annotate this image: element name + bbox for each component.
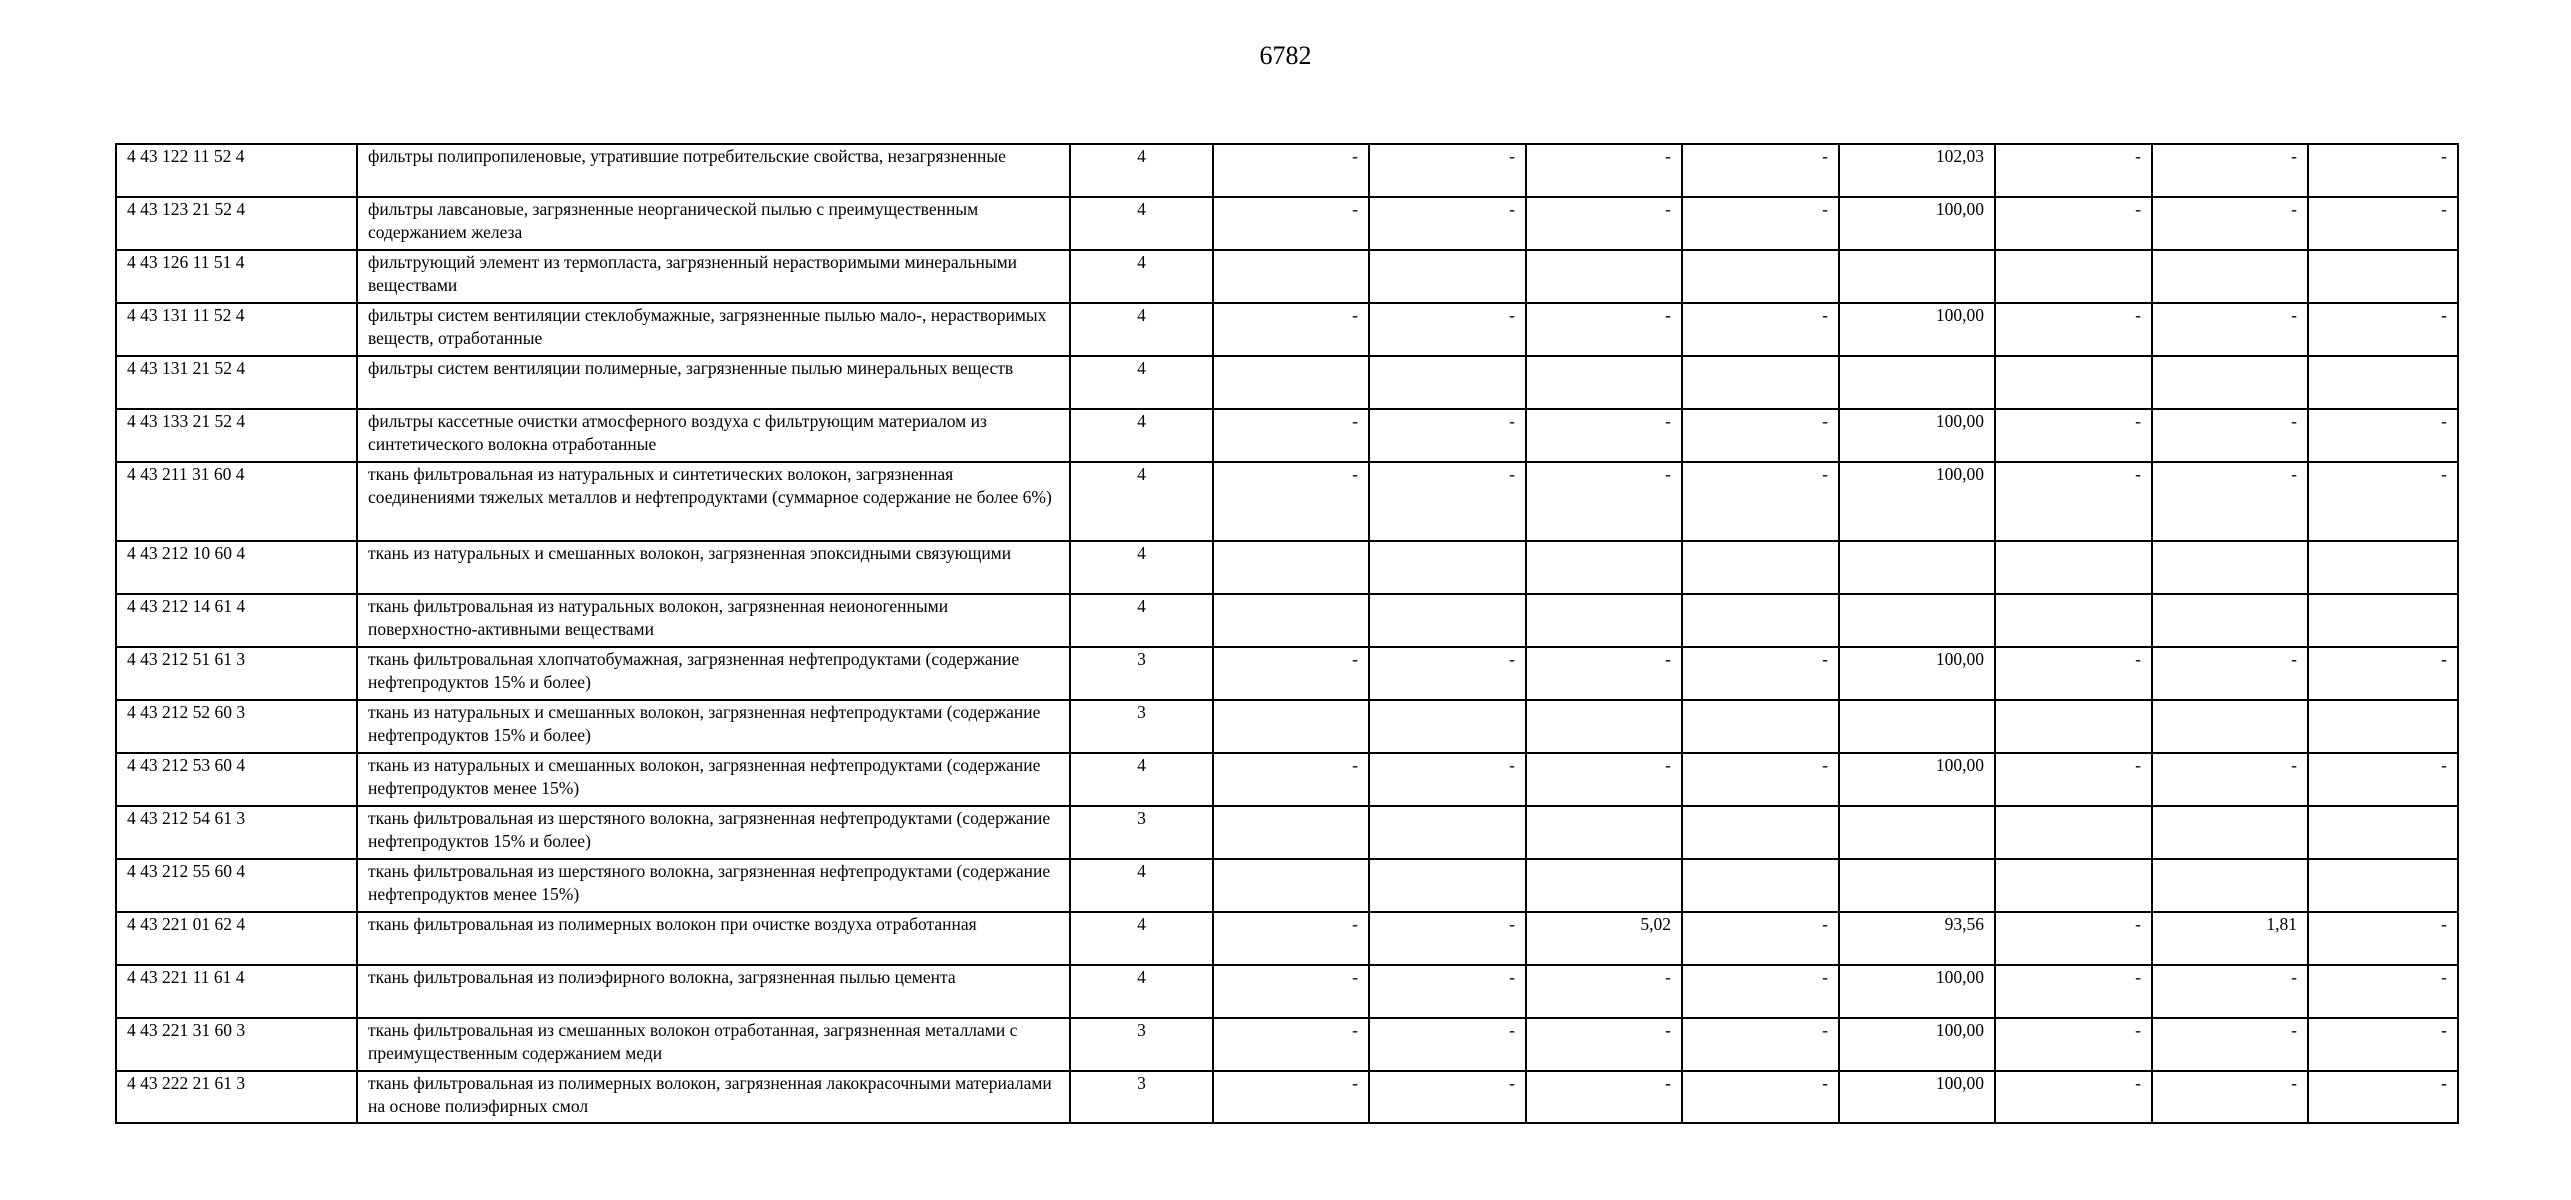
waste-name-cell: фильтры кассетные очистки атмосферного воздуха с фильтрующим материалом из синтетического волокна отработанные [357, 409, 1070, 462]
composition-value-cell: - [2308, 965, 2458, 1018]
composition-value-cell [2308, 356, 2458, 409]
waste-code-cell: 4 43 123 21 52 4 [116, 197, 357, 250]
hazard-class-cell: 4 [1070, 912, 1213, 965]
hazard-class-cell: 4 [1070, 356, 1213, 409]
hazard-class-cell: 4 [1070, 303, 1213, 356]
hazard-class-cell: 4 [1070, 250, 1213, 303]
composition-value-cell: - [1526, 1018, 1682, 1071]
waste-name-cell: ткань фильтровальная из натуральных и синтетических волокон, загрязненная соединениями тяжелых металлов и нефтепродуктами (суммарное содержание не более 6%) [357, 462, 1070, 541]
composition-value-cell: - [1213, 965, 1369, 1018]
composition-value-cell: - [2152, 1018, 2308, 1071]
composition-value-cell: - [1682, 303, 1839, 356]
composition-value-cell [1213, 250, 1369, 303]
composition-value-cell [1213, 594, 1369, 647]
waste-name-cell: ткань фильтровальная из шерстяного волокна, загрязненная нефтепродуктами (содержание нефтепродуктов менее 15%) [357, 859, 1070, 912]
composition-value-cell: - [1213, 753, 1369, 806]
composition-value-cell: - [2308, 303, 2458, 356]
composition-value-cell: - [1682, 1018, 1839, 1071]
composition-value-cell: - [2152, 1071, 2308, 1123]
composition-value-cell [1682, 250, 1839, 303]
composition-value-cell [1526, 806, 1682, 859]
table-row [116, 462, 2458, 541]
composition-value-cell: - [1369, 462, 1526, 541]
composition-value-cell: - [1995, 912, 2152, 965]
waste-code-cell: 4 43 212 14 61 4 [116, 594, 357, 647]
waste-code-cell: 4 43 221 01 62 4 [116, 912, 357, 965]
hazard-class-cell: 4 [1070, 965, 1213, 1018]
composition-value-cell [1995, 859, 2152, 912]
composition-value-cell [1995, 594, 2152, 647]
composition-value-cell [1369, 250, 1526, 303]
composition-value-cell [2152, 700, 2308, 753]
composition-value-cell: - [1369, 303, 1526, 356]
composition-value-cell: - [2308, 144, 2458, 197]
composition-value-cell [1995, 541, 2152, 594]
composition-value-cell [1526, 356, 1682, 409]
composition-value-cell: - [1526, 144, 1682, 197]
waste-name-cell: ткань фильтровальная из натуральных волокон, загрязненная неионогенными поверхностно-активными веществами [357, 594, 1070, 647]
composition-value-cell [1369, 594, 1526, 647]
composition-value-cell [1682, 700, 1839, 753]
composition-value-cell [1682, 859, 1839, 912]
waste-code-cell: 4 43 212 55 60 4 [116, 859, 357, 912]
composition-value-cell: - [1995, 753, 2152, 806]
hazard-class-cell: 4 [1070, 409, 1213, 462]
composition-value-cell: - [1526, 965, 1682, 1018]
hazard-class-cell: 3 [1070, 647, 1213, 700]
composition-value-cell: - [1526, 409, 1682, 462]
composition-value-cell [2152, 859, 2308, 912]
waste-code-cell: 4 43 212 51 61 3 [116, 647, 357, 700]
composition-value-cell [1839, 806, 1995, 859]
composition-value-cell: - [1995, 1071, 2152, 1123]
composition-value-cell: - [2152, 197, 2308, 250]
table-row [116, 594, 2458, 647]
composition-value-cell: - [1526, 462, 1682, 541]
composition-value-cell [1839, 541, 1995, 594]
composition-value-cell [1682, 806, 1839, 859]
waste-name-cell: фильтры систем вентиляции полимерные, загрязненные пылью минеральных веществ [357, 356, 1070, 409]
hazard-class-cell: 3 [1070, 1018, 1213, 1071]
composition-value-cell [1995, 250, 2152, 303]
composition-value-cell: - [1213, 912, 1369, 965]
hazard-class-cell: 4 [1070, 462, 1213, 541]
waste-name-cell: фильтры систем вентиляции стеклобумажные, загрязненные пылью мало-, нерастворимых веществ, отработанные [357, 303, 1070, 356]
composition-value-cell: - [1213, 409, 1369, 462]
composition-value-cell [1995, 356, 2152, 409]
waste-code-cell: 4 43 221 11 61 4 [116, 965, 357, 1018]
composition-value-cell: - [2308, 912, 2458, 965]
table-row [116, 647, 2458, 700]
composition-value-cell: - [1369, 144, 1526, 197]
composition-value-cell [1839, 594, 1995, 647]
composition-value-cell: - [1995, 197, 2152, 250]
waste-name-cell: фильтры лавсановые, загрязненные неорганической пылью с преимущественным содержанием железа [357, 197, 1070, 250]
composition-value-cell: - [1526, 197, 1682, 250]
hazard-class-cell: 4 [1070, 753, 1213, 806]
composition-value-cell [1213, 806, 1369, 859]
composition-value-cell: - [1682, 197, 1839, 250]
composition-value-cell: - [2152, 647, 2308, 700]
table-row [116, 912, 2458, 965]
composition-value-cell: - [1526, 647, 1682, 700]
waste-name-cell: ткань фильтровальная из полимерных волокон при очистке воздуха отработанная [357, 912, 1070, 965]
composition-value-cell: - [1369, 753, 1526, 806]
composition-value-cell: 100,00 [1839, 409, 1995, 462]
composition-value-cell: - [2152, 462, 2308, 541]
composition-value-cell: - [2308, 197, 2458, 250]
waste-code-cell: 4 43 211 31 60 4 [116, 462, 357, 541]
waste-name-cell: фильтры полипропиленовые, утратившие потребительские свойства, незагрязненные [357, 144, 1070, 197]
composition-value-cell: - [1369, 965, 1526, 1018]
composition-value-cell [1995, 700, 2152, 753]
waste-name-cell: ткань из натуральных и смешанных волокон, загрязненная нефтепродуктами (содержание нефтепродуктов 15% и более) [357, 700, 1070, 753]
composition-value-cell: 100,00 [1839, 1071, 1995, 1123]
composition-value-cell [2308, 700, 2458, 753]
composition-value-cell: - [1526, 753, 1682, 806]
composition-value-cell: - [1682, 462, 1839, 541]
composition-value-cell: - [1213, 647, 1369, 700]
hazard-class-cell: 4 [1070, 144, 1213, 197]
waste-code-cell: 4 43 126 11 51 4 [116, 250, 357, 303]
composition-value-cell: - [2308, 409, 2458, 462]
composition-value-cell [1369, 859, 1526, 912]
composition-value-cell [1839, 859, 1995, 912]
composition-value-cell: - [1995, 965, 2152, 1018]
composition-value-cell [1995, 806, 2152, 859]
composition-value-cell: - [1213, 462, 1369, 541]
table-body [116, 144, 2458, 1123]
composition-value-cell: - [2308, 753, 2458, 806]
waste-code-cell: 4 43 131 11 52 4 [116, 303, 357, 356]
waste-code-cell: 4 43 131 21 52 4 [116, 356, 357, 409]
composition-value-cell: - [1213, 303, 1369, 356]
composition-value-cell [1526, 541, 1682, 594]
composition-value-cell [1682, 356, 1839, 409]
composition-value-cell [1369, 700, 1526, 753]
table-row [116, 700, 2458, 753]
composition-value-cell: - [2152, 753, 2308, 806]
hazard-class-cell: 4 [1070, 541, 1213, 594]
composition-value-cell: - [1995, 144, 2152, 197]
composition-value-cell [1369, 806, 1526, 859]
composition-value-cell [1213, 356, 1369, 409]
composition-value-cell: - [1369, 647, 1526, 700]
table-row [116, 806, 2458, 859]
waste-code-cell: 4 43 221 31 60 3 [116, 1018, 357, 1071]
composition-value-cell: - [2152, 144, 2308, 197]
composition-value-cell [2308, 541, 2458, 594]
composition-value-cell: 5,02 [1526, 912, 1682, 965]
composition-value-cell [1526, 250, 1682, 303]
composition-value-cell [2308, 859, 2458, 912]
waste-code-cell: 4 43 212 10 60 4 [116, 541, 357, 594]
composition-value-cell: - [2152, 965, 2308, 1018]
table-row [116, 753, 2458, 806]
composition-value-cell: - [1995, 647, 2152, 700]
hazard-class-cell: 4 [1070, 197, 1213, 250]
composition-value-cell: - [1682, 409, 1839, 462]
composition-value-cell: - [1682, 1071, 1839, 1123]
composition-value-cell [2308, 250, 2458, 303]
composition-value-cell: - [1682, 912, 1839, 965]
composition-value-cell: - [2308, 1071, 2458, 1123]
table-row [116, 965, 2458, 1018]
composition-value-cell [1526, 859, 1682, 912]
composition-value-cell: - [1213, 197, 1369, 250]
waste-code-cell: 4 43 122 11 52 4 [116, 144, 357, 197]
composition-value-cell [1526, 700, 1682, 753]
composition-value-cell: - [1526, 303, 1682, 356]
composition-value-cell: - [1369, 1018, 1526, 1071]
composition-value-cell: - [1682, 144, 1839, 197]
composition-value-cell [2152, 541, 2308, 594]
hazard-class-cell: 3 [1070, 700, 1213, 753]
hazard-class-cell: 4 [1070, 859, 1213, 912]
composition-value-cell: - [2308, 1018, 2458, 1071]
composition-value-cell [2308, 594, 2458, 647]
composition-value-cell: 93,56 [1839, 912, 1995, 965]
composition-value-cell [1213, 700, 1369, 753]
composition-value-cell [1839, 356, 1995, 409]
composition-value-cell: - [1213, 1071, 1369, 1123]
composition-value-cell [1526, 594, 1682, 647]
waste-code-cell: 4 43 212 53 60 4 [116, 753, 357, 806]
waste-code-cell: 4 43 133 21 52 4 [116, 409, 357, 462]
composition-value-cell: - [1369, 1071, 1526, 1123]
table-row [116, 1018, 2458, 1071]
table-row [116, 144, 2458, 197]
composition-value-cell: - [1995, 1018, 2152, 1071]
composition-value-cell [2152, 250, 2308, 303]
composition-value-cell: - [1213, 1018, 1369, 1071]
composition-value-cell: - [2152, 303, 2308, 356]
composition-value-cell: - [1995, 303, 2152, 356]
composition-value-cell [1369, 541, 1526, 594]
composition-value-cell: - [1369, 197, 1526, 250]
composition-value-cell: - [1369, 409, 1526, 462]
composition-value-cell: - [1682, 647, 1839, 700]
waste-name-cell: ткань фильтровальная из смешанных волокон отработанная, загрязненная металлами с преимущественным содержанием меди [357, 1018, 1070, 1071]
table-row [116, 409, 2458, 462]
waste-code-cell: 4 43 212 54 61 3 [116, 806, 357, 859]
table-row [116, 303, 2458, 356]
waste-classification-table [115, 143, 2459, 1124]
composition-value-cell [1213, 541, 1369, 594]
table-row [116, 356, 2458, 409]
waste-name-cell: ткань фильтровальная из полимерных волокон, загрязненная лакокрасочными материалами на основе полиэфирных смол [357, 1071, 1070, 1123]
composition-value-cell [2152, 356, 2308, 409]
waste-name-cell: ткань из натуральных и смешанных волокон, загрязненная нефтепродуктами (содержание нефтепродуктов менее 15%) [357, 753, 1070, 806]
waste-code-cell: 4 43 212 52 60 3 [116, 700, 357, 753]
waste-name-cell: фильтрующий элемент из термопласта, загрязненный нерастворимыми минеральными веществами [357, 250, 1070, 303]
composition-value-cell: 100,00 [1839, 1018, 1995, 1071]
waste-name-cell: ткань фильтровальная хлопчатобумажная, загрязненная нефтепродуктами (содержание нефтепродуктов 15% и более) [357, 647, 1070, 700]
hazard-class-cell: 4 [1070, 594, 1213, 647]
composition-value-cell [1839, 250, 1995, 303]
composition-value-cell: - [2308, 462, 2458, 541]
table-row [116, 250, 2458, 303]
composition-value-cell [1682, 594, 1839, 647]
composition-value-cell: - [2152, 409, 2308, 462]
composition-value-cell: 100,00 [1839, 647, 1995, 700]
hazard-class-cell: 3 [1070, 1071, 1213, 1123]
composition-value-cell: - [1995, 409, 2152, 462]
composition-value-cell: 1,81 [2152, 912, 2308, 965]
waste-name-cell: ткань фильтровальная из шерстяного волокна, загрязненная нефтепродуктами (содержание нефтепродуктов 15% и более) [357, 806, 1070, 859]
composition-value-cell: 100,00 [1839, 462, 1995, 541]
table-row [116, 197, 2458, 250]
table-row [116, 1071, 2458, 1123]
composition-value-cell [2152, 594, 2308, 647]
table-row [116, 859, 2458, 912]
composition-value-cell: 102,03 [1839, 144, 1995, 197]
composition-value-cell: - [1682, 753, 1839, 806]
composition-value-cell: - [1995, 462, 2152, 541]
page-number: 6782 [1259, 41, 1312, 70]
composition-value-cell: - [1682, 965, 1839, 1018]
waste-name-cell: ткань фильтровальная из полиэфирного волокна, загрязненная пылью цемента [357, 965, 1070, 1018]
composition-value-cell [2308, 806, 2458, 859]
composition-value-cell: - [2308, 647, 2458, 700]
waste-name-cell: ткань из натуральных и смешанных волокон, загрязненная эпоксидными связующими [357, 541, 1070, 594]
composition-value-cell: 100,00 [1839, 965, 1995, 1018]
composition-value-cell: - [1526, 1071, 1682, 1123]
waste-code-cell: 4 43 222 21 61 3 [116, 1071, 357, 1123]
hazard-class-cell: 3 [1070, 806, 1213, 859]
composition-value-cell [1682, 541, 1839, 594]
composition-value-cell: 100,00 [1839, 197, 1995, 250]
composition-value-cell [1213, 859, 1369, 912]
composition-value-cell [2152, 806, 2308, 859]
composition-value-cell: 100,00 [1839, 753, 1995, 806]
composition-value-cell [1369, 356, 1526, 409]
composition-value-cell: - [1213, 144, 1369, 197]
composition-value-cell [1839, 700, 1995, 753]
table-row [116, 541, 2458, 594]
composition-value-cell: - [1369, 912, 1526, 965]
composition-value-cell: 100,00 [1839, 303, 1995, 356]
